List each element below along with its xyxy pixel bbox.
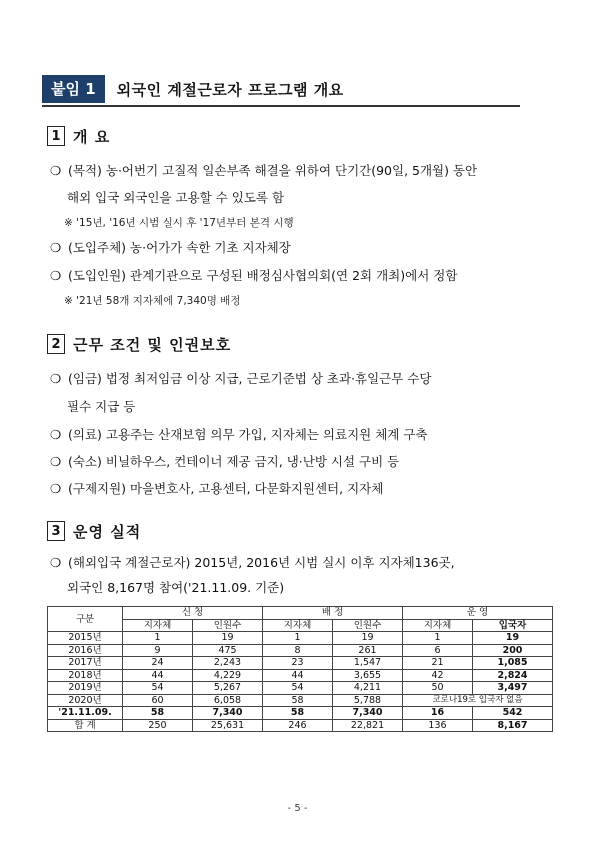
table-cell: 4,229 [193,669,263,682]
table-cell: 7,340 [193,707,263,720]
section-title: 개 요 [73,127,111,146]
subheader-cell: 지자체 [403,619,473,632]
header-apply: 신 청 [123,607,263,620]
subheader-cell: 지자체 [263,619,333,632]
s2-bullet-3 [50,454,399,470]
note-icon: ※ [64,217,73,229]
s1-bullet-2-text: (도입주체) 농·어가가 속한 기초 지자체장 [68,240,291,255]
table-cell: 1,085 [473,657,553,670]
table-cell: 246 [263,719,333,732]
table-cell: 24 [123,657,193,670]
s1-note-1 [64,216,294,230]
table-total-row [48,719,553,732]
table-cell: 60 [123,694,193,707]
table-cell: 475 [193,644,263,657]
appendix-title: 외국인 계절근로자 프로그램 개요 [116,80,344,99]
table-row-2021 [48,707,553,720]
bullet-icon: ❍ [50,240,62,255]
table-cell: 23 [263,657,333,670]
table-cell: 44 [123,669,193,682]
table-cell: 54 [263,682,333,695]
bullet-icon: ❍ [50,555,62,570]
section-1-header [47,125,110,147]
bullet-icon: ❍ [50,427,62,442]
table-cell: 7,340 [333,707,403,720]
s2-bullet-2 [50,427,427,443]
table-cell: 16 [403,707,473,720]
s1-bullet-3-text: (도입인원) 관계기관으로 구성된 배정심사협의회(연 2회 개최)에서 정함 [68,268,458,283]
table-subheader-row [48,619,553,632]
table-row [48,682,553,695]
s2-bullet-4 [50,481,383,497]
header-assign: 배 정 [263,607,403,620]
subheader-cell: 지자체 [123,619,193,632]
table-cell: 1 [263,632,333,645]
s1-bullet-1-cont: 해외 입국 외국인을 고용할 수 있도록 함 [67,190,285,205]
table-cell: 2,824 [473,669,553,682]
table-cell: 2019년 [48,682,123,695]
table-cell: 58 [123,707,193,720]
table-cell: 58 [263,707,333,720]
table-cell: 1 [403,632,473,645]
bullet-icon: ❍ [50,163,62,178]
table-cell: 58 [263,694,333,707]
s1-note-1-text: '15년, '16년 시범 실시 후 '17년부터 본격 시행 [76,217,294,229]
table-cell: 50 [403,682,473,695]
table-cell: '21.11.09. [48,707,123,720]
table-cell-merged: 코로나19로 입국자 없음 [403,694,553,707]
table-cell: 22,821 [333,719,403,732]
header-operate: 운 영 [403,607,553,620]
section-number: 3 [47,521,65,541]
s1-bullet-1 [50,163,477,179]
table-cell: 542 [473,707,553,720]
table-cell: 8 [263,644,333,657]
table-cell: 6 [403,644,473,657]
table-cell: 2,243 [193,657,263,670]
table-cell: 3,497 [473,682,553,695]
table-cell: 136 [403,719,473,732]
table-row-2020 [48,694,553,707]
section-3-header [47,520,141,542]
s2-bullet-3-text: (숙소) 비닐하우스, 컨테이너 제공 금지, 냉·난방 시설 구비 등 [68,454,400,469]
s2-bullet-1-text: (임금) 법정 최저임금 이상 지급, 근로기준법 상 초과·휴일근무 수당 [68,371,432,386]
s1-bullet-1-text: (목적) 농·어번기 고질적 일손부족 해결을 위하여 단기간(90일, 5개월) 동안 [68,163,478,178]
s2-bullet-1-cont: 필수 지급 등 [67,399,136,414]
s3-bullet-1-text: (해외입국 계절근로자) 2015년, 2016년 시범 실시 이후 지자체136곳, [68,555,455,570]
table-cell: 2015년 [48,632,123,645]
table-row [48,669,553,682]
section-2-header [47,333,231,355]
table-row [48,644,553,657]
table-cell: 5,788 [333,694,403,707]
table-row [48,657,553,670]
section-number: 1 [47,126,65,146]
table-cell: 6,058 [193,694,263,707]
subheader-cell: 입국자 [473,619,553,632]
section-title: 운영 실적 [73,522,142,541]
appendix-rule [42,105,520,107]
table-cell: 261 [333,644,403,657]
header-group: 구분 [48,607,123,632]
table-cell: 250 [123,719,193,732]
table-cell: 25,631 [193,719,263,732]
stats-table [47,606,553,732]
s1-bullet-2 [50,240,291,256]
s2-bullet-2-text: (의료) 고용주는 산재보험 의무 가입, 지자체는 의료지원 체계 구축 [68,427,428,442]
subheader-cell: 인원수 [333,619,403,632]
table-cell: 1 [123,632,193,645]
table-cell: 54 [123,682,193,695]
table-cell: 5,267 [193,682,263,695]
table-cell: 2017년 [48,657,123,670]
table-cell: 21 [403,657,473,670]
page-number: - 5 - [287,803,308,814]
table-cell: 1,547 [333,657,403,670]
note-icon: ※ [64,295,73,307]
table-cell: 19 [473,632,553,645]
table-cell: 4,211 [333,682,403,695]
s3-bullet-1-cont: 외국인 8,167명 참여('21.11.09. 기준) [67,580,285,595]
s3-bullet-1 [50,555,455,571]
subheader-cell: 인원수 [193,619,263,632]
s1-note-2 [64,294,240,308]
appendix-header [42,75,344,103]
table-cell: 9 [123,644,193,657]
bullet-icon: ❍ [50,268,62,283]
s2-bullet-4-text: (구제지원) 마을변호사, 고용센터, 다문화지원센터, 지자체 [68,481,384,496]
s1-note-2-text: '21년 58개 지자체에 7,340명 배정 [76,295,241,307]
table-cell: 19 [193,632,263,645]
table-cell: 44 [263,669,333,682]
s2-bullet-1 [50,371,431,387]
bullet-icon: ❍ [50,454,62,469]
table-cell: 2018년 [48,669,123,682]
appendix-tag: 붙임 1 [42,75,105,103]
table-cell: 42 [403,669,473,682]
table-cell: 19 [333,632,403,645]
table-row [48,632,553,645]
table-cell: 200 [473,644,553,657]
bullet-icon: ❍ [50,371,62,386]
table-cell: 2016년 [48,644,123,657]
bullet-icon: ❍ [50,481,62,496]
table-cell: 3,655 [333,669,403,682]
table-cell: 2020년 [48,694,123,707]
table-cell: 8,167 [473,719,553,732]
section-number: 2 [47,334,65,354]
section-title: 근무 조건 및 인권보호 [73,335,232,354]
s1-bullet-3 [50,268,457,284]
table-header-row [48,607,553,620]
table-cell: 합 계 [48,719,123,732]
